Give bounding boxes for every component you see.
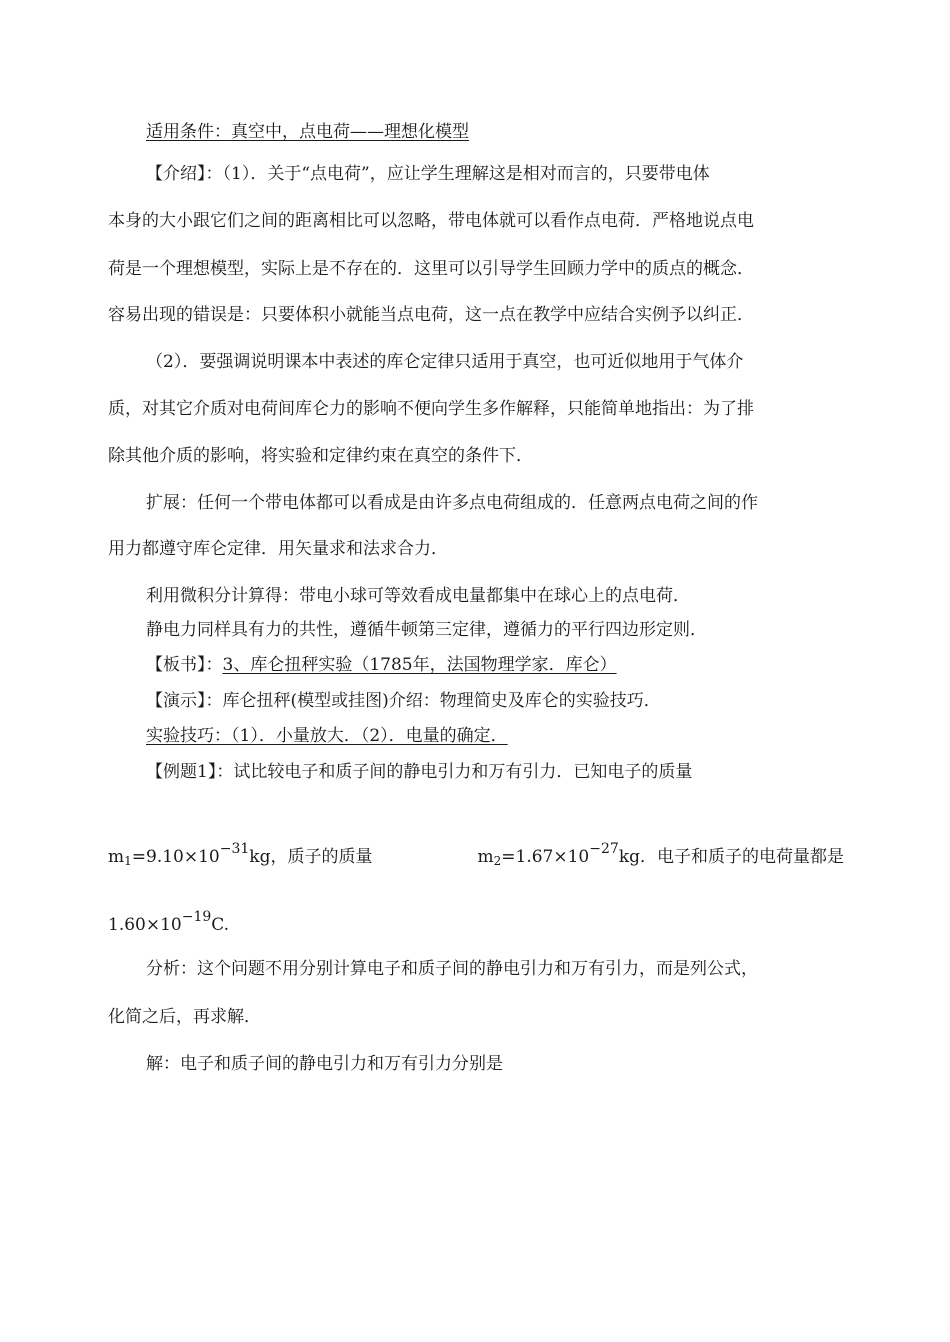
charge-value: $1.60\times 10^{-19}C$. (108, 909, 230, 935)
board-content: 3、库仑扭秤实验（1785年，法国物理学家．库仑） (222, 655, 617, 675)
intro-point-2-line-2: 质，对其它介质对电荷间库仑力的影响不便向学生多作解释，只能简单地指出：为了排 (108, 399, 754, 419)
experiment-technique: 实验技巧：（1）．小量放大．（2）．电量的确定． (146, 726, 508, 746)
demo-line: 【演示】：库仑扭秤(模型或挂图)介绍：物理简史及库仑的实验技巧． (146, 691, 661, 711)
board-label: 【板书】： (146, 655, 223, 675)
electron-mass-value: $m_1=9.10\times 10^{-31}kg$，质子的质量 (108, 841, 373, 868)
intro-paragraph-line-2: 本身的大小跟它们之间的距离相比可以忽略，带电体就可以看作点电荷．严格地说点电 (108, 211, 754, 231)
analysis-line-1: 分析：这个问题不用分别计算电子和质子间的静电引力和万有引力，而是列公式， (146, 959, 758, 979)
extension-line-1: 扩展：任何一个带电体都可以看成是由许多点电荷组成的．任意两点电荷之间的作 (146, 493, 758, 513)
intro-point-2-line-3: 除其他介质的影响，将实验和定律约束在真空的条件下． (108, 446, 533, 466)
intro-paragraph-line-3: 荷是一个理想模型，实际上是不存在的．这里可以引导学生回顾力学中的质点的概念． (108, 259, 754, 279)
applicable-conditions: 适用条件：真空中，点电荷——理想化模型 (146, 122, 469, 142)
calculus-note: 利用微积分计算得：带电小球可等效看成电量都集中在球心上的点电荷． (146, 586, 690, 606)
example-1-line-2 (108, 841, 844, 869)
solution-line: 解：电子和质子间的静电引力和万有引力分别是 (146, 1054, 503, 1074)
proton-mass-value: $m_2=1.67\times 10^{-27}kg$．电子和质子的电荷量都是 (477, 841, 844, 868)
board-heading (146, 653, 617, 677)
intro-paragraph-line-1: 【介绍】：（1）．关于“点电荷”，应让学生理解这是相对而言的，只要带电体 (146, 164, 710, 184)
electrostatic-force-note: 静电力同样具有力的共性，遵循牛顿第三定律，遵循力的平行四边形定则． (146, 620, 707, 640)
analysis-line-2: 化简之后，再求解． (108, 1007, 261, 1027)
example-1-line-1: 【例题1】：试比较电子和质子间的静电引力和万有引力．已知电子的质量 (146, 762, 693, 782)
intro-paragraph-line-4: 容易出现的错误是：只要体积小就能当点电荷，这一点在教学中应结合实例予以纠正． (108, 305, 754, 325)
intro-point-2-line-1: （2）．要强调说明课本中表述的库仑定律只适用于真空，也可近似地用于气体介 (146, 352, 744, 372)
extension-line-2: 用力都遵守库仑定律．用矢量求和法求合力． (108, 539, 448, 559)
